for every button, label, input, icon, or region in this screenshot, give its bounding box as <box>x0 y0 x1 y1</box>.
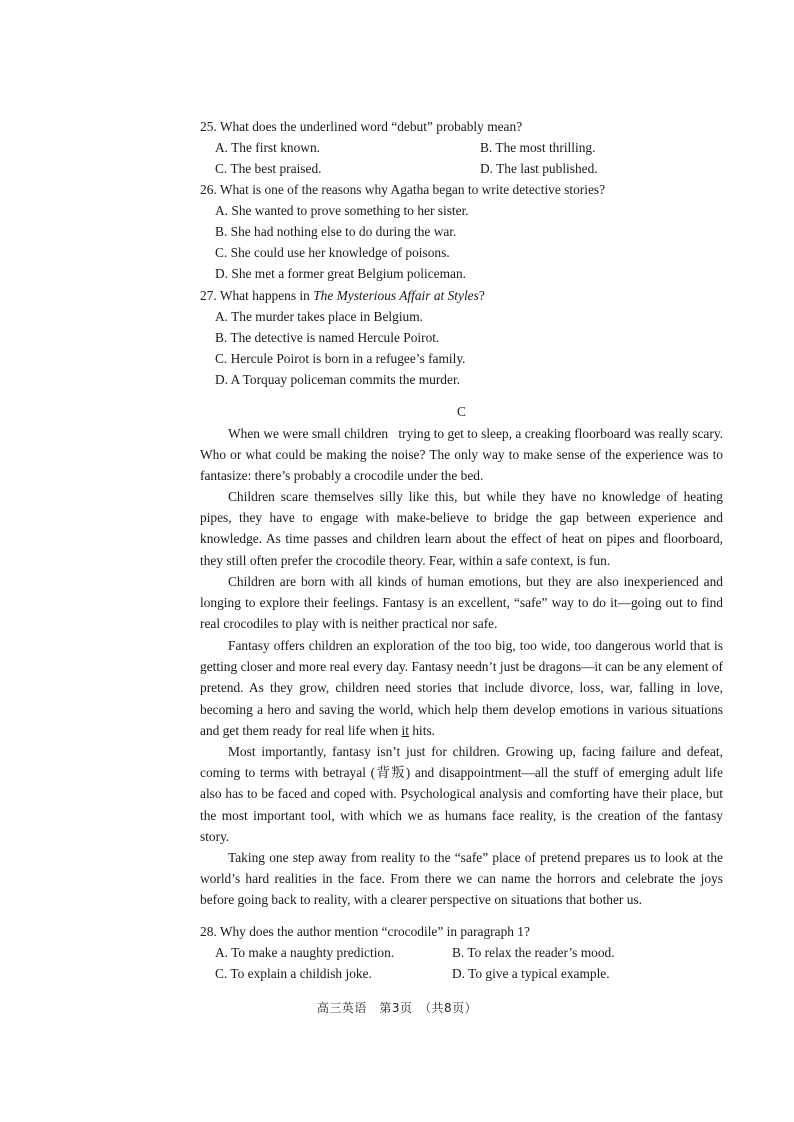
question-28-option-d: D. To give a typical example. <box>452 966 610 981</box>
passage-paragraph-4 <box>200 635 723 741</box>
question-26-option-b: B. She had nothing else to do during the war. <box>215 224 457 239</box>
question-25-option-c: C. The best praised. <box>215 161 322 176</box>
question-25-stem: 25. What does the underlined word “debut” probably mean? <box>200 119 523 134</box>
question-27-option-a: A. The murder takes place in Belgium. <box>215 309 423 324</box>
passage-paragraph-3: Children are born with all kinds of human emotions, but they are also inexperienced and longing to explore their feelings. Fantasy is an excellent, “safe” way to do it—going out to find real crocodiles to play with is neither practical nor safe. <box>200 574 723 632</box>
question-27-option-b: B. The detective is named Hercule Poirot. <box>215 330 440 345</box>
question-27-stem <box>200 285 485 306</box>
passage-paragraph-2: Children scare themselves silly like this, but while they have no knowledge of heating pipes, they have to engage with make-believe to bridge the gap between experience and knowledge. As time passes and children learn about the effect of heat on pipes and floorboard, they still often prefer the crocodile theory. Fear, within a safe context, is fun. <box>200 489 723 568</box>
paragraph-4-text: Fantasy offers children an exploration of the too big, too wide, too dangerous world that is getting closer and more real every day. Fantasy needn’t just be dragons—it can be any element of pretend. As they grow, children need stories that include divorce, loss, war, falling in love, becoming a hero and saving the world, which help them develop emotions in various situations and get them ready for real life when <box>200 638 723 738</box>
passage-paragraph-6: Taking one step away from reality to the “safe” place of pretend prepares us to look at the world’s hard realities in the face. From there we can name the horrors and celebrate the joys before going back to reality, with a clearer perspective on situations that bother us. <box>200 850 723 908</box>
question-26-option-d: D. She met a former great Belgium policeman. <box>215 266 466 281</box>
question-27-option-d: D. A Torquay policeman commits the murder. <box>215 372 461 387</box>
paragraph-4-end: hits. <box>408 722 436 738</box>
question-25-option-d: D. The last published. <box>480 161 598 176</box>
question-27-book-title: The Mysterious Affair at Styles <box>313 288 479 303</box>
question-27-option-c: C. Hercule Poirot is born in a refugee’s family. <box>215 351 466 366</box>
question-27-stem-prefix: 27. What happens in <box>200 288 314 303</box>
question-26-stem: 26. What is one of the reasons why Agatha began to write detective stories? <box>200 182 606 197</box>
passage-paragraph-1: When we were small children trying to get to sleep, a creaking floorboard was really scary. Who or what could be making the noise? The only way to make sense of the experience was to fantasize: there’s probably a crocodile under the bed. <box>200 426 723 484</box>
question-28-option-b: B. To relax the reader’s mood. <box>452 945 615 960</box>
question-25-option-a: A. The first known. <box>215 140 321 155</box>
underlined-word-it: it <box>401 722 409 738</box>
passage-paragraph-5: Most importantly, fantasy isn’t just for children. Growing up, facing failure and defeat, coming to terms with betrayal (背叛) and disappointment—all the stuff of emerging adult life also has to be faced and coped with. Psychological analysis and comforting have their place, but the most important tool, with which we as humans face reality, is the creation of the fantasy story. <box>200 744 723 844</box>
page-footer: 高三英语 第3页 （共8页） <box>316 1001 478 1015</box>
question-25-option-b: B. The most thrilling. <box>480 140 596 155</box>
passage-heading: C <box>457 404 466 419</box>
question-28-option-c: C. To explain a childish joke. <box>215 966 372 981</box>
question-26-option-a: A. She wanted to prove something to her sister. <box>215 203 469 218</box>
question-28-option-a: A. To make a naughty prediction. <box>215 945 395 960</box>
question-26-option-c: C. She could use her knowledge of poisons. <box>215 245 450 260</box>
question-27-stem-suffix: ? <box>478 288 485 303</box>
question-28-stem: 28. Why does the author mention “crocodile” in paragraph 1? <box>200 924 530 939</box>
